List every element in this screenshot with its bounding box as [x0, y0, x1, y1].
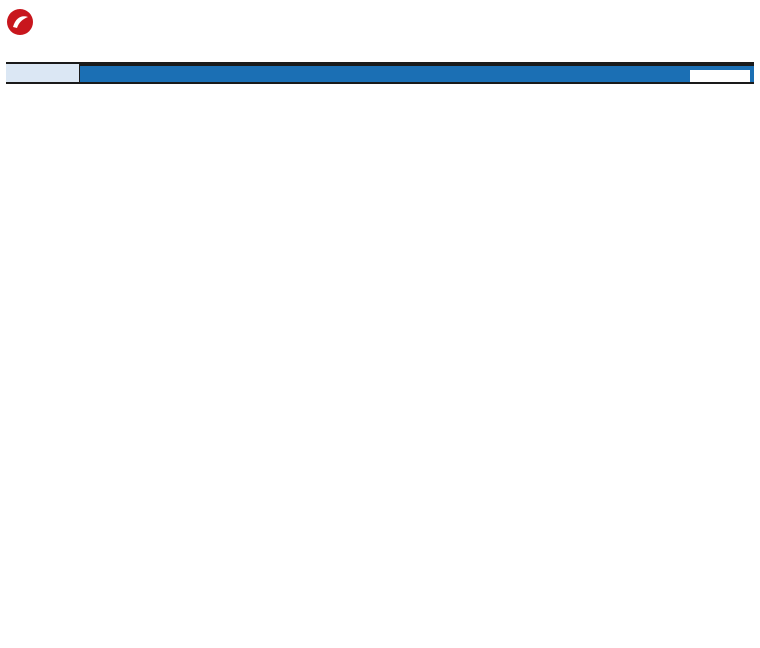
- focus-section: [6, 64, 754, 84]
- ruida-logo-icon: [6, 8, 34, 36]
- data-table: [6, 62, 754, 64]
- company-logo: [6, 6, 146, 40]
- focus-text: [82, 64, 752, 82]
- report-header: [0, 0, 760, 44]
- category-label: [6, 64, 80, 82]
